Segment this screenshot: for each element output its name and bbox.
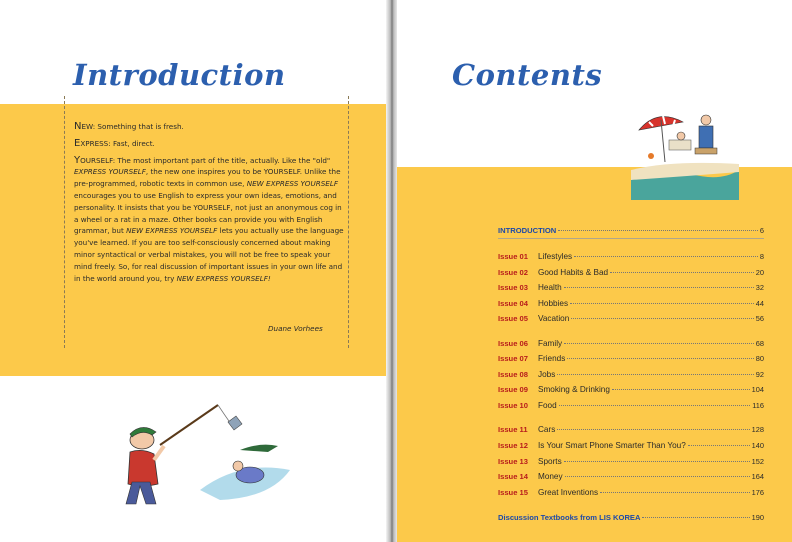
toc-row[interactable] (498, 283, 764, 295)
para-text: XPRESS: Fast, direct. (80, 138, 155, 148)
toc-page: 32 (755, 283, 764, 292)
book-title: NEW EXPRESS YOURSELF (246, 179, 338, 189)
toc-leader (564, 287, 754, 288)
issue-title: Jobs (538, 370, 556, 379)
issue-number: Issue 02 (498, 268, 528, 277)
toc-leader (642, 517, 749, 518)
issue-title: Hobbies (538, 299, 569, 308)
left-page (0, 0, 388, 542)
toc-page: 176 (751, 488, 764, 497)
toc-leader (600, 492, 750, 493)
fishing-illustration (100, 400, 300, 510)
toc-leader (570, 303, 754, 304)
toc-leader (558, 230, 758, 231)
book-title: EXPRESS YOURSELF (74, 167, 146, 177)
para-yourself (74, 155, 344, 285)
page-title: Introduction (73, 58, 286, 92)
book-title: NEW EXPRESS YOURSELF! (176, 273, 271, 283)
para-text: , the new one inspires you to be YOURSELF. Unlike the pre-programmed, robotic texts in common use, (74, 167, 341, 189)
issue-title: Vacation (538, 314, 570, 323)
toc-page: 190 (751, 513, 764, 522)
toc-row[interactable] (498, 401, 764, 413)
toc-row[interactable] (498, 488, 764, 500)
issue-number: Issue 14 (498, 472, 528, 481)
issue-number: Issue 11 (498, 425, 528, 434)
toc-page: 20 (755, 268, 764, 277)
toc-row[interactable] (498, 425, 764, 437)
issue-title: Is Your Smart Phone Smarter Than You? (538, 441, 686, 450)
drop-cap: N (74, 121, 82, 132)
para-express (74, 138, 344, 150)
toc-page: 8 (759, 252, 764, 261)
beach-illustration (629, 100, 741, 200)
issue-title: Good Habits & Bad (538, 268, 609, 277)
toc-row[interactable] (498, 339, 764, 351)
toc-row[interactable] (498, 268, 764, 280)
toc-leader (564, 461, 750, 462)
toc-heading: INTRODUCTION (498, 226, 557, 235)
toc-leader (567, 358, 753, 359)
toc-page: 104 (751, 385, 764, 394)
issue-number: Issue 10 (498, 401, 528, 410)
issue-number: Issue 07 (498, 354, 528, 363)
issue-number: Issue 04 (498, 299, 528, 308)
issue-title: Smoking & Drinking (538, 385, 610, 394)
issue-title: Health (538, 283, 562, 292)
toc-row-introduction[interactable] (498, 226, 764, 239)
toc-row[interactable] (498, 314, 764, 326)
right-page (397, 0, 792, 542)
issue-title: Family (538, 339, 563, 348)
issue-number: Issue 03 (498, 283, 528, 292)
toc-leader (557, 374, 753, 375)
toc-page: 152 (751, 457, 764, 466)
issue-number: Issue 12 (498, 441, 528, 450)
toc-leader (557, 429, 749, 430)
toc-page: 80 (755, 354, 764, 363)
toc-page: 128 (751, 425, 764, 434)
issue-title: Food (538, 401, 557, 410)
toc-row[interactable] (498, 385, 764, 397)
issue-title: Great Inventions (538, 488, 599, 497)
para-text: lets you actually use the language you've learned. If you are too self-consciously concerned about making minor syntactical or verbal mistakes, you will not be free to speak your mind freely. So, for real discussion of important issues in your own life and in the world around you, try (74, 226, 344, 283)
issue-title: Friends (538, 354, 566, 363)
drop-cap: Y (74, 154, 81, 166)
toc-row-footer[interactable] (498, 513, 764, 525)
toc-page: 164 (751, 472, 764, 481)
toc-footer-label: Discussion Textbooks from LIS KOREA (498, 513, 641, 522)
issue-title: Money (538, 472, 563, 481)
toc-page: 140 (751, 441, 764, 450)
toc-row[interactable] (498, 441, 764, 453)
toc-leader (564, 343, 754, 344)
para-text: EW: Something that is fresh. (81, 122, 184, 131)
toc-row[interactable] (498, 457, 764, 469)
para-new (74, 121, 344, 133)
issue-title: Sports (538, 457, 562, 466)
toc-page: 116 (752, 401, 764, 410)
toc-row[interactable] (498, 370, 764, 382)
toc-page: 68 (755, 339, 764, 348)
drop-cap: E (74, 137, 81, 149)
toc-row[interactable] (498, 252, 764, 264)
para-text: encourages you to use English to express your own ideas, emotions, and personality. It insists that you be YOURSELF, not just an anonymous cog in a wheel or a rat in a maze. Other books can provide you with English grammar, but (74, 190, 342, 236)
toc-leader (574, 256, 758, 257)
issue-number: Issue 05 (498, 314, 528, 323)
issue-number: Issue 08 (498, 370, 528, 379)
issue-title: Cars (538, 425, 556, 434)
issue-title: Lifestyles (538, 252, 573, 261)
toc-leader (559, 405, 751, 406)
toc-page: 56 (755, 314, 764, 323)
issue-number: Issue 09 (498, 385, 528, 394)
toc-page: 6 (759, 226, 764, 235)
toc-page: 44 (755, 299, 764, 308)
toc-leader (610, 272, 754, 273)
issue-number: Issue 15 (498, 488, 528, 497)
issue-number: Issue 13 (498, 457, 528, 466)
toc-leader (565, 476, 750, 477)
toc-leader (612, 389, 750, 390)
page-title: Contents (452, 58, 603, 92)
signature: Duane Vorhees (268, 324, 323, 333)
toc-page: 92 (755, 370, 764, 379)
toc-row[interactable] (498, 354, 764, 366)
book-title: NEW EXPRESS YOURSELF (126, 226, 218, 236)
issue-number: Issue 06 (498, 339, 528, 348)
toc-leader (571, 318, 754, 319)
toc-leader (688, 445, 750, 446)
toc-row[interactable] (498, 299, 764, 311)
para-text: OURSELF: The most important part of the title, actually. Like the "old" (80, 155, 331, 165)
intro-text (74, 121, 344, 289)
toc-row[interactable] (498, 472, 764, 484)
issue-number: Issue 01 (498, 252, 528, 261)
